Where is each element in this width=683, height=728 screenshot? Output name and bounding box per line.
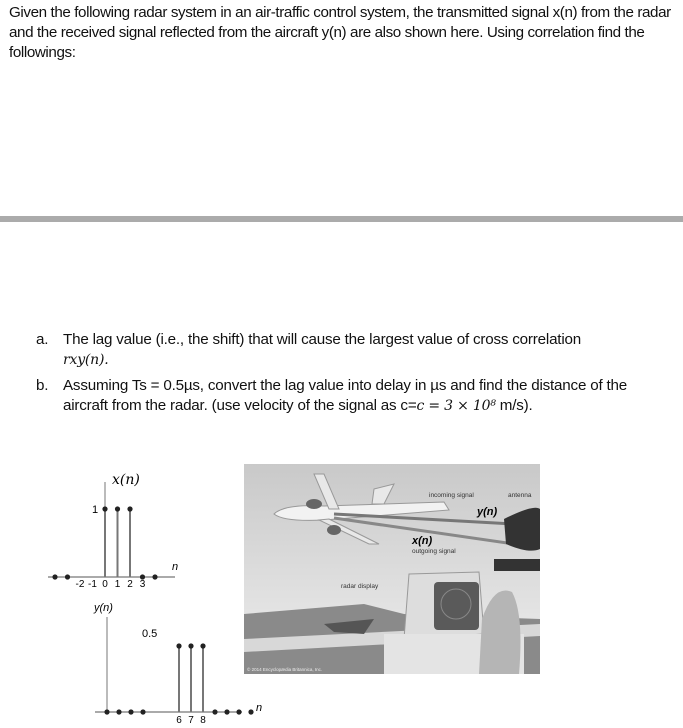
stem-point bbox=[102, 506, 107, 511]
stem-point bbox=[65, 574, 70, 579]
y-plot bbox=[93, 602, 262, 726]
illustration-part: outgoing signal bbox=[412, 548, 456, 555]
intro-text: Given the following radar system in an air-traffic control system, the transmitted signal x(n) from the radar and the received signal reflected from the aircraft y(n) are also shown here. Using correlation find the followings: bbox=[9, 4, 671, 61]
stem-point bbox=[128, 709, 133, 714]
illustration-part: incoming signal bbox=[429, 492, 474, 499]
radar-illustration bbox=[244, 464, 540, 674]
stem-point bbox=[104, 709, 109, 714]
stem-point bbox=[188, 643, 193, 648]
stem-point bbox=[200, 643, 205, 648]
stem-point bbox=[224, 709, 229, 714]
tick-label: -1 bbox=[88, 579, 97, 590]
tick-label: 6 bbox=[176, 715, 182, 726]
stem-point bbox=[152, 574, 157, 579]
math-c: c = 3 × 10⁸ bbox=[416, 398, 496, 414]
plot-title: x(n) bbox=[112, 472, 140, 488]
stem-point bbox=[176, 643, 181, 648]
illustration-part: © 2014 Encyclopædia Britannica, Inc. bbox=[247, 667, 323, 672]
illustration-part: y(n) bbox=[477, 506, 498, 518]
illustration-part: radar display bbox=[341, 583, 379, 590]
x-plot bbox=[48, 472, 178, 590]
ytick: 0.5 bbox=[142, 628, 158, 640]
stem-point bbox=[140, 709, 145, 714]
stem-point bbox=[212, 709, 217, 714]
tick-label: 2 bbox=[127, 579, 133, 590]
ytick: 1 bbox=[92, 504, 99, 516]
illustration-part: x(n) bbox=[412, 535, 433, 547]
illustration-part bbox=[494, 559, 540, 571]
question-tail: m/s). bbox=[495, 397, 533, 414]
axis-label: n bbox=[256, 702, 263, 714]
stem-point bbox=[52, 574, 57, 579]
question-text: Assuming Ts = 0.5µs, convert the lag value into delay in µs and find the distance of the aircraft from the radar. (use velocity of the signal as c= bbox=[63, 377, 628, 414]
stem-point bbox=[127, 506, 132, 511]
plot-title: y(n) bbox=[94, 602, 113, 614]
tick-label: -2 bbox=[75, 579, 85, 590]
stem-point bbox=[116, 709, 121, 714]
axis-label: n bbox=[172, 561, 179, 573]
question-label: b. bbox=[36, 377, 49, 394]
illustration-part: antenna bbox=[508, 492, 532, 499]
math-rxy: rxy(n). bbox=[63, 352, 109, 368]
question-text: The lag value (i.e., the shift) that will cause the largest value of cross correlation bbox=[63, 331, 581, 348]
tick-label: 0 bbox=[102, 579, 108, 590]
stem-point bbox=[236, 709, 241, 714]
illustration-part bbox=[306, 499, 322, 509]
tick-label: 1 bbox=[114, 579, 121, 590]
tick-label: 8 bbox=[200, 715, 206, 726]
question-label: a. bbox=[36, 331, 49, 348]
stem-point bbox=[115, 506, 120, 511]
illustration-part bbox=[327, 525, 341, 535]
tick-label: 3 bbox=[139, 579, 146, 590]
stem-point bbox=[248, 709, 253, 714]
tick-label: 7 bbox=[188, 715, 194, 726]
